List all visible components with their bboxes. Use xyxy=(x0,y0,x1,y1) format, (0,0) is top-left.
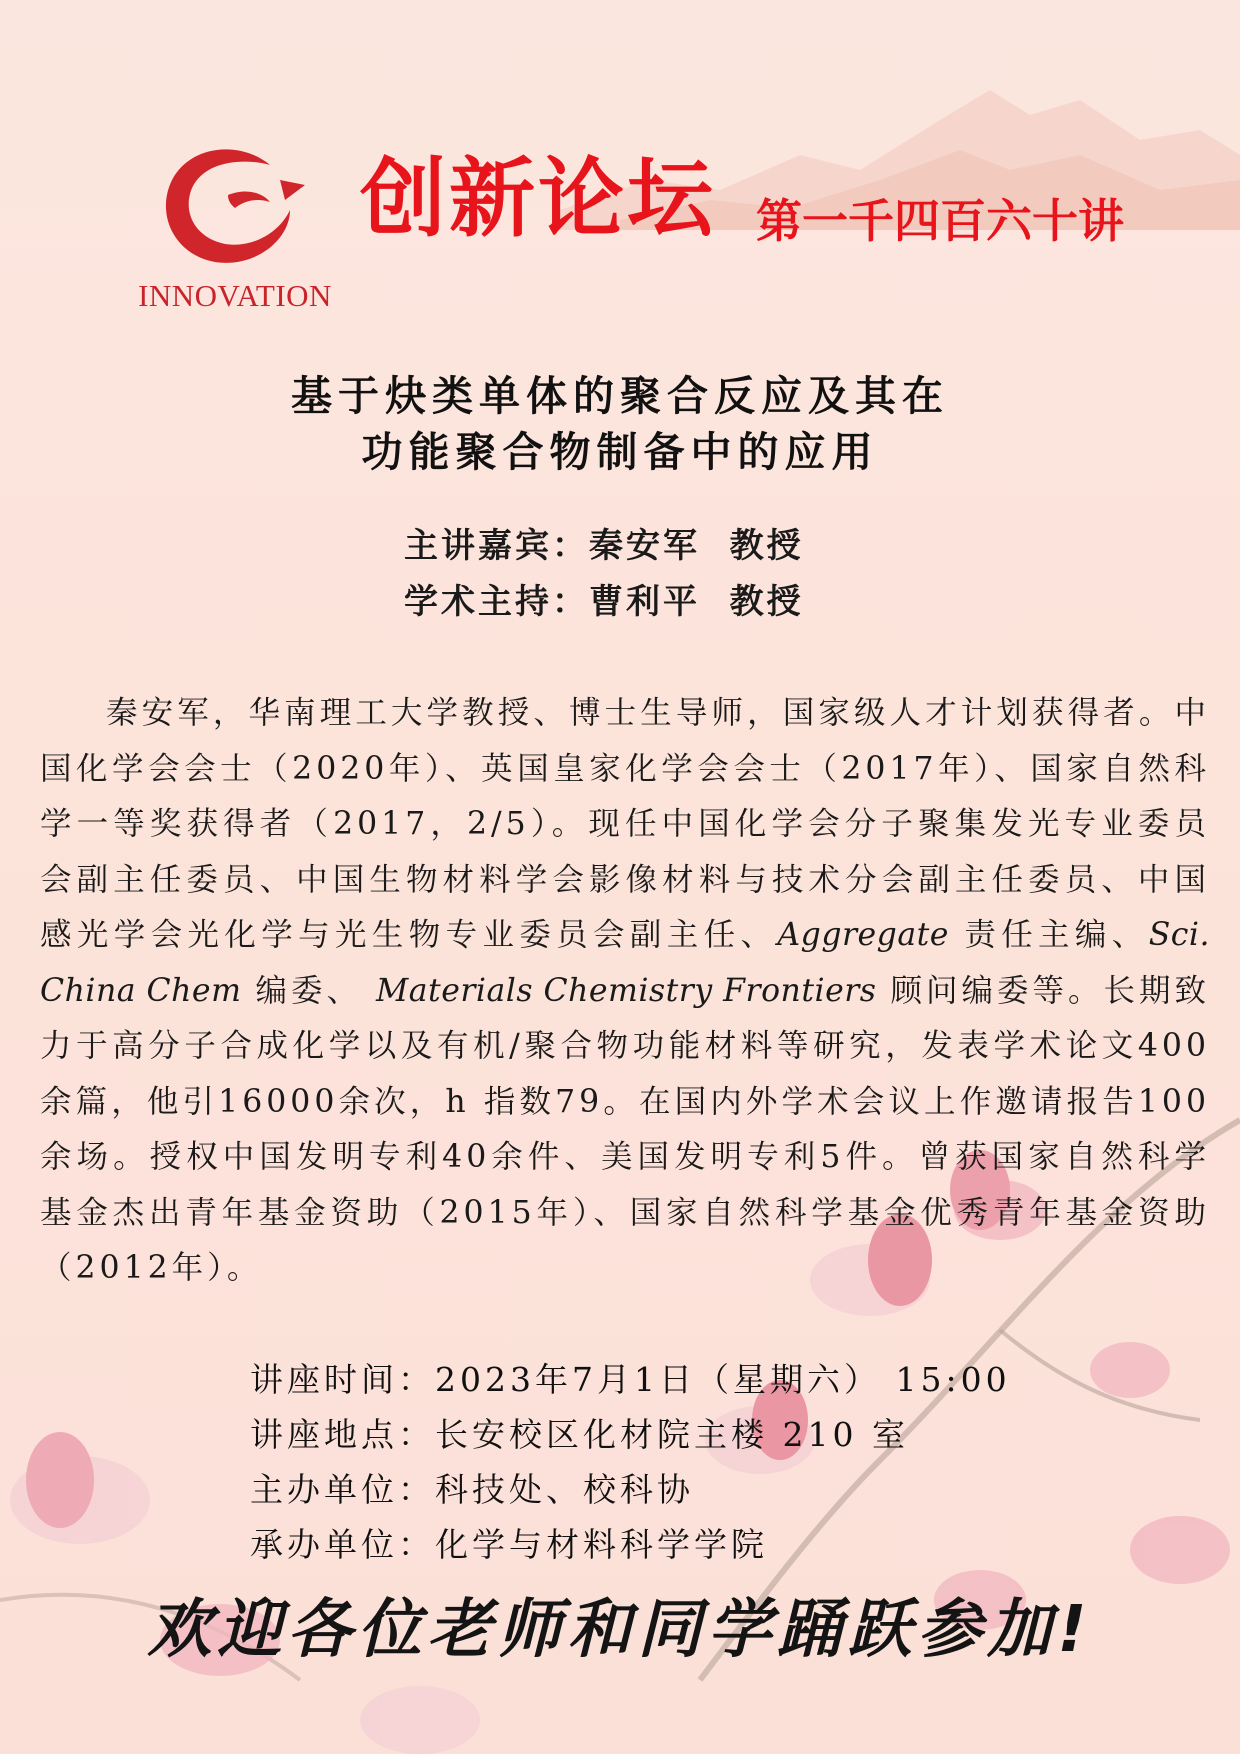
bio-text-2: 责任主编、 xyxy=(948,917,1149,953)
forum-title: 创新论坛 xyxy=(360,149,716,249)
bio-text-1: 秦安军，华南理工大学教授、博士生导师，国家级人才计划获得者。中国化学会会士（2020年）、英国皇家化学会会士（2017年）、国家自然科学一等奖获得者（2017，2/5）。现任中国化学会分子聚集发光专业委员会副主任委员、中国生物材料学会影像材料与技术分会副主任委员、中国感光学会光化学与光生物专业委员会副主任、 xyxy=(40,695,1210,953)
people-block xyxy=(404,518,804,630)
talk-title-line2: 功能聚合物制备中的应用 xyxy=(361,428,879,476)
organizer: 主办单位：科技处、校科协 xyxy=(250,1470,694,1509)
lecture-number: 第一千四百六十讲 xyxy=(756,194,1124,248)
innovation-swirl-icon xyxy=(150,140,320,280)
bio-text-3: 编委、 xyxy=(241,972,376,1009)
speaker: 主讲嘉宾：秦安军 教授 xyxy=(404,526,804,566)
logo-text: INNOVATION xyxy=(138,278,332,313)
host: 学术主持：曹利平 教授 xyxy=(404,582,804,622)
lecture-location: 讲座地点：长安校区化材院主楼 210 室 xyxy=(250,1415,909,1454)
journal-aggregate: Aggregate xyxy=(777,917,949,953)
undertaker: 承办单位：化学与材料科学学院 xyxy=(250,1525,768,1564)
bio-text-4: 顾问编委等。长期致力于高分子合成化学以及有机/聚合物功能材料等研究，发表学术论文400余篇，他引16000余次，h 指数79。在国内外学术会议上作邀请报告100余场。授权中国发明专利40余件、美国发明专利5件。曾获国家自然科学基金杰出青年基金资助（2015年）、国家自然科学基金优秀青年基金资助（2012年）。 xyxy=(40,972,1210,1286)
speaker-bio xyxy=(40,686,1210,1297)
talk-title xyxy=(0,368,1240,480)
innovation-logo xyxy=(120,140,350,320)
journal-sci-china-chem: Sci. China Chem xyxy=(40,917,1210,1009)
journal-materials-chemistry-frontiers: Materials Chemistry Frontiers xyxy=(376,972,877,1009)
welcome-message: 欢迎各位老师和同学踊跃参加! xyxy=(147,1593,1093,1667)
lecture-info xyxy=(250,1352,1011,1572)
lecture-time: 讲座时间：2023年7月1日（星期六） 15:00 xyxy=(250,1360,1011,1399)
talk-title-line1: 基于炔类单体的聚合反应及其在 xyxy=(291,372,949,420)
